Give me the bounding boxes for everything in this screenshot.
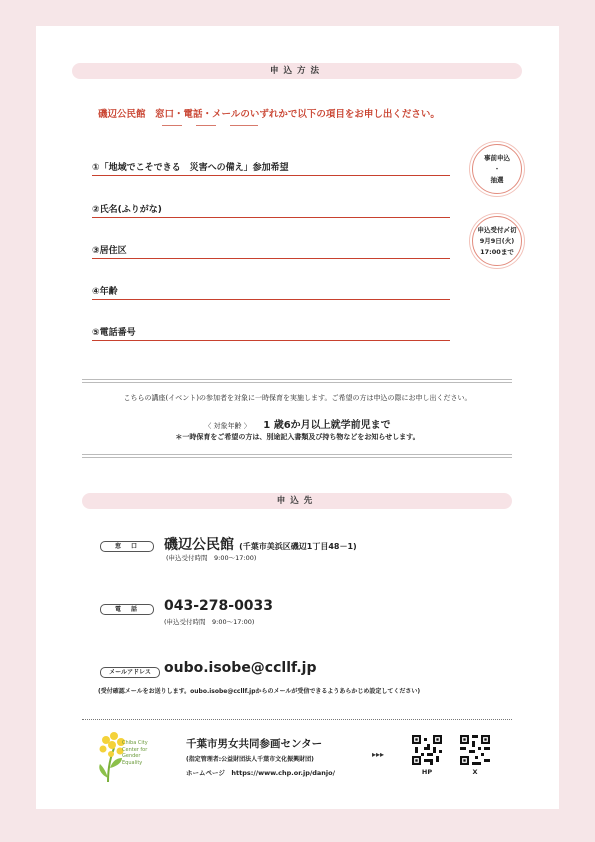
phone-number[interactable]: 043-278-0033 bbox=[164, 598, 274, 614]
childcare-note: ＊一時保育をご希望の方は、別途記入書類及び持ち物などをお知らせします。 bbox=[175, 433, 420, 441]
arrows-icon: ▸▸▸ bbox=[372, 750, 385, 759]
badge-deadline-line3: 17:00まで bbox=[480, 247, 514, 256]
badge-lottery-line1: 事前申込 bbox=[484, 153, 510, 162]
window-hours: (申込受付時間 9:00～17:00) bbox=[166, 554, 257, 562]
field-line-ward bbox=[92, 258, 450, 259]
destination-header: 申込先 bbox=[82, 493, 512, 509]
childcare-target bbox=[36, 410, 559, 433]
field-line-phone bbox=[92, 340, 450, 341]
org-name: 千葉市男女共同参画センター bbox=[186, 738, 323, 750]
badge-lottery-line3: 抽選 bbox=[490, 175, 504, 184]
logo-text bbox=[122, 740, 148, 766]
mail-tag: メールアドレス bbox=[100, 667, 160, 678]
logo-line-2: Center for bbox=[122, 746, 148, 753]
logo-line-4: Equality bbox=[122, 759, 143, 766]
logo-line-3: Gender bbox=[122, 753, 141, 759]
intro-rest: 窓口・電話・メールのいずれかで以下の項目をお申し出ください。 bbox=[155, 109, 440, 120]
field-line-name bbox=[92, 217, 450, 218]
intro-venue: 磯辺公民館 bbox=[98, 109, 146, 120]
field-label-ward: ③居住区 bbox=[92, 246, 127, 256]
target-label: 〈 対象年齢 〉 bbox=[204, 422, 248, 430]
underline-3 bbox=[230, 125, 258, 126]
footer-divider bbox=[82, 719, 512, 720]
homepage-url[interactable]: https://www.chp.or.jp/danjo/ bbox=[231, 769, 335, 777]
window-name: 磯辺公民館 bbox=[164, 537, 234, 553]
window-tag: 窓 口 bbox=[100, 541, 154, 552]
badge-lottery-line2: ・ bbox=[493, 164, 501, 173]
target-value: 1 歳6か月以上就学前児まで bbox=[263, 420, 391, 431]
badge-lottery bbox=[472, 144, 522, 194]
field-line-participation bbox=[92, 175, 450, 176]
childcare-line: こちらの講座(イベント)の参加者を対象に一時保育を実施します。ご希望の方は申込の際にお申し出ください。 bbox=[123, 394, 472, 402]
homepage-row bbox=[186, 768, 335, 777]
mail-address[interactable]: oubo.isobe@ccllf.jp bbox=[164, 660, 317, 676]
qr-hp-label: HP bbox=[421, 768, 433, 776]
page-sheet bbox=[36, 26, 559, 809]
phone-tag: 電 話 bbox=[100, 604, 154, 615]
qr-hp-icon[interactable] bbox=[412, 735, 442, 765]
badge-deadline-line1: 申込受付〆切 bbox=[477, 225, 517, 234]
window-line bbox=[164, 534, 357, 554]
field-label-participation: ①「地域でこそできる 災害への備え」参加希望 bbox=[92, 163, 289, 173]
qr-x-label: X bbox=[472, 768, 478, 776]
field-line-age bbox=[92, 299, 450, 300]
badge-deadline bbox=[472, 216, 522, 266]
underline-2 bbox=[196, 125, 216, 126]
underline-1 bbox=[162, 125, 182, 126]
field-label-name: ②氏名(ふりがな) bbox=[92, 205, 162, 215]
divider-top bbox=[82, 379, 512, 383]
window-address: (千葉市美浜区磯辺1丁目48－1) bbox=[239, 542, 357, 551]
mail-note: (受付確認メールをお送りします。oubo.isobe@ccllf.jpからのメールが受信できるようあらかじめ設定してください) bbox=[98, 688, 421, 695]
method-header: 申込方法 bbox=[72, 63, 522, 79]
divider-bottom bbox=[82, 454, 512, 458]
phone-hours: (申込受付時間 9:00～17:00) bbox=[164, 618, 255, 626]
org-manager: (指定管理者:公益財団法人千葉市文化振興財団) bbox=[186, 756, 314, 763]
field-label-age: ④年齢 bbox=[92, 287, 118, 297]
homepage-label: ホームページ bbox=[186, 769, 225, 777]
field-label-phone: ⑤電話番号 bbox=[92, 328, 136, 338]
logo-line-1: Chiba City bbox=[122, 740, 148, 746]
badge-deadline-line2: 9月9日(火) bbox=[479, 236, 515, 245]
method-intro bbox=[98, 106, 440, 120]
qr-x-icon[interactable] bbox=[460, 735, 490, 765]
center-logo bbox=[94, 728, 164, 786]
